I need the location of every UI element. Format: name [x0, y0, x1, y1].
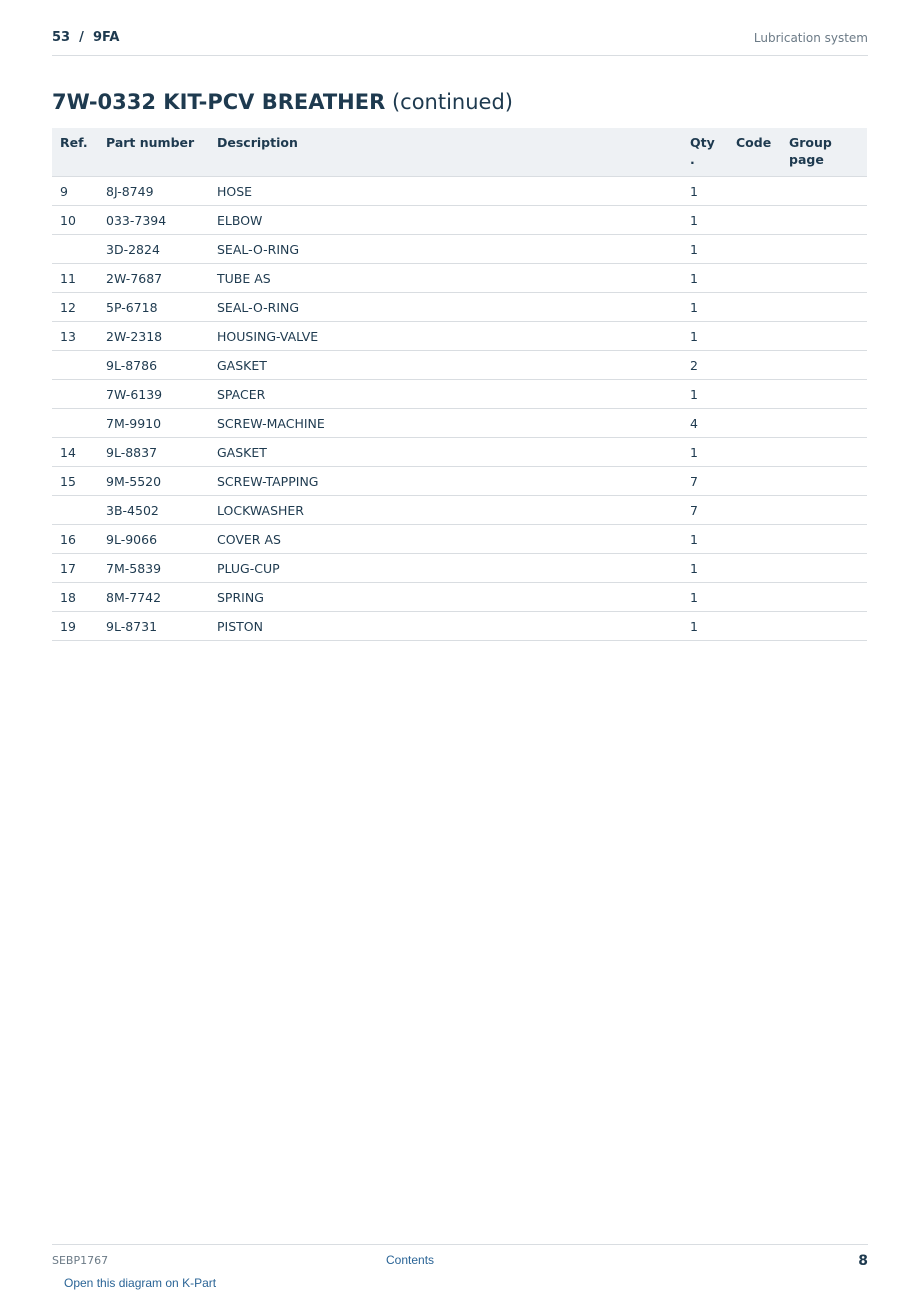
row-qty: 2	[682, 351, 728, 380]
row-group-page	[781, 206, 867, 235]
row-qty: 1	[682, 380, 728, 409]
row-part-number: 5P-6718	[98, 293, 209, 322]
row-description: SEAL-O-RING	[209, 293, 682, 322]
row-ref: 15	[52, 467, 98, 496]
row-code	[728, 612, 781, 641]
header-group-line2: page	[789, 152, 824, 167]
row-group-page	[781, 235, 867, 264]
row-description: GASKET	[209, 351, 682, 380]
row-part-number: 2W-2318	[98, 322, 209, 351]
row-qty: 1	[682, 293, 728, 322]
row-description: LOCKWASHER	[209, 496, 682, 525]
row-code	[728, 438, 781, 467]
row-group-page	[781, 525, 867, 554]
row-description: SCREW-MACHINE	[209, 409, 682, 438]
header-group-line1: Group	[789, 135, 832, 150]
title-suffix: (continued)	[391, 90, 513, 114]
row-part-number: 9L-9066	[98, 525, 209, 554]
row-code	[728, 496, 781, 525]
row-group-page	[781, 177, 867, 206]
row-description: PLUG-CUP	[209, 554, 682, 583]
row-ref	[52, 235, 98, 264]
row-code	[728, 235, 781, 264]
row-part-number: 8M-7742	[98, 583, 209, 612]
section-breadcrumb: 53 / 9FA	[52, 30, 120, 45]
row-description: ELBOW	[209, 206, 682, 235]
header-ref: Ref.	[52, 128, 98, 177]
row-ref: 13	[52, 322, 98, 351]
table-row	[52, 235, 867, 264]
row-code	[728, 177, 781, 206]
row-code	[728, 525, 781, 554]
table-row	[52, 177, 867, 206]
row-description: COVER AS	[209, 525, 682, 554]
row-description: PISTON	[209, 612, 682, 641]
row-ref	[52, 409, 98, 438]
page-footer	[52, 1244, 868, 1269]
row-code	[728, 351, 781, 380]
table-row	[52, 380, 867, 409]
row-code	[728, 409, 781, 438]
row-qty: 1	[682, 235, 728, 264]
row-group-page	[781, 351, 867, 380]
header-description: Description	[209, 128, 682, 177]
table-row	[52, 554, 867, 583]
row-qty: 1	[682, 612, 728, 641]
row-group-page	[781, 467, 867, 496]
row-part-number: 9M-5520	[98, 467, 209, 496]
row-code	[728, 293, 781, 322]
row-ref: 16	[52, 525, 98, 554]
row-qty: 1	[682, 322, 728, 351]
row-ref: 11	[52, 264, 98, 293]
table-row	[52, 583, 867, 612]
row-qty: 1	[682, 206, 728, 235]
page-header	[52, 28, 868, 56]
row-qty: 1	[682, 438, 728, 467]
section-title: Lubrication system	[753, 31, 868, 45]
table-row	[52, 264, 867, 293]
document-id: SEBP1767	[52, 1254, 109, 1267]
header-code: Code	[728, 128, 781, 177]
row-code	[728, 583, 781, 612]
row-qty: 1	[682, 177, 728, 206]
row-group-page	[781, 322, 867, 351]
row-description: SEAL-O-RING	[209, 235, 682, 264]
header-qty	[682, 128, 728, 177]
parts-table-body	[52, 177, 867, 641]
row-description: SPRING	[209, 583, 682, 612]
row-group-page	[781, 380, 867, 409]
row-description: HOSE	[209, 177, 682, 206]
table-row	[52, 612, 867, 641]
table-row	[52, 467, 867, 496]
row-part-number: 3B-4502	[98, 496, 209, 525]
table-row	[52, 409, 867, 438]
row-group-page	[781, 438, 867, 467]
row-code	[728, 380, 781, 409]
kit-title: 7W-0332 KIT-PCV BREATHER	[52, 90, 386, 114]
table-row	[52, 206, 867, 235]
row-group-page	[781, 554, 867, 583]
row-qty: 1	[682, 525, 728, 554]
row-ref: 17	[52, 554, 98, 583]
row-description: GASKET	[209, 438, 682, 467]
contents-link[interactable]: Contents	[386, 1253, 435, 1267]
row-code	[728, 206, 781, 235]
row-ref	[52, 496, 98, 525]
row-ref: 10	[52, 206, 98, 235]
row-part-number: 7W-6139	[98, 380, 209, 409]
table-row	[52, 438, 867, 467]
table-header-row	[52, 128, 867, 177]
row-qty: 1	[682, 264, 728, 293]
row-ref	[52, 351, 98, 380]
row-part-number: 7M-9910	[98, 409, 209, 438]
row-code	[728, 264, 781, 293]
row-group-page	[781, 583, 867, 612]
row-group-page	[781, 409, 867, 438]
row-description: SCREW-TAPPING	[209, 467, 682, 496]
page-number: 8	[858, 1253, 868, 1269]
row-part-number: 7M-5839	[98, 554, 209, 583]
row-ref: 19	[52, 612, 98, 641]
row-part-number: 9L-8731	[98, 612, 209, 641]
row-qty: 1	[682, 554, 728, 583]
page-title	[52, 90, 513, 114]
row-ref: 12	[52, 293, 98, 322]
row-ref	[52, 380, 98, 409]
kpart-diagram-link[interactable]: Open this diagram on K-Part	[64, 1276, 217, 1290]
row-ref: 14	[52, 438, 98, 467]
row-description: SPACER	[209, 380, 682, 409]
row-qty: 7	[682, 467, 728, 496]
table-row	[52, 525, 867, 554]
table-row	[52, 322, 867, 351]
row-ref: 18	[52, 583, 98, 612]
row-description: TUBE AS	[209, 264, 682, 293]
row-code	[728, 554, 781, 583]
row-code	[728, 467, 781, 496]
row-group-page	[781, 293, 867, 322]
row-part-number: 2W-7687	[98, 264, 209, 293]
row-part-number: 033-7394	[98, 206, 209, 235]
row-group-page	[781, 612, 867, 641]
row-qty: 1	[682, 583, 728, 612]
row-qty: 7	[682, 496, 728, 525]
header-qty-line2: .	[690, 152, 695, 167]
row-part-number: 8J-8749	[98, 177, 209, 206]
table-row	[52, 496, 867, 525]
row-qty: 4	[682, 409, 728, 438]
row-code	[728, 322, 781, 351]
row-ref: 9	[52, 177, 98, 206]
header-part-number: Part number	[98, 128, 209, 177]
row-description: HOUSING-VALVE	[209, 322, 682, 351]
header-group-page	[781, 128, 867, 177]
row-group-page	[781, 264, 867, 293]
row-part-number: 3D-2824	[98, 235, 209, 264]
table-row	[52, 351, 867, 380]
row-group-page	[781, 496, 867, 525]
header-qty-line1: Qty	[690, 135, 715, 150]
table-row	[52, 293, 867, 322]
parts-table	[52, 128, 867, 641]
row-part-number: 9L-8837	[98, 438, 209, 467]
row-part-number: 9L-8786	[98, 351, 209, 380]
